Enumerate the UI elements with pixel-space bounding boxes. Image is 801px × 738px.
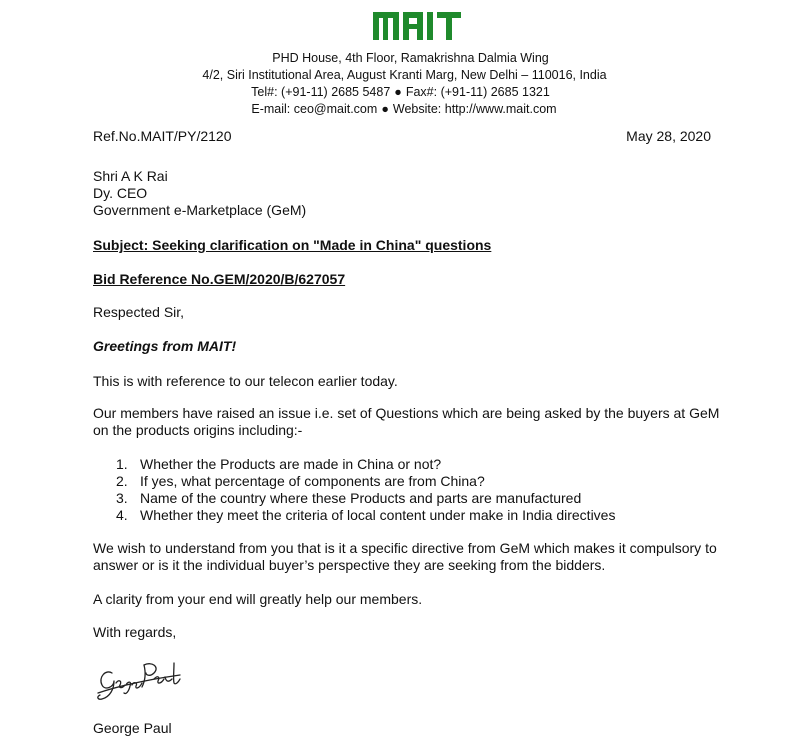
recipient-organization: Government e-Marketplace (GeM): [93, 202, 307, 218]
handwritten-signature: [92, 655, 184, 703]
paragraph-2: Our members have raised an issue i.e. set of Questions which are being asked by the buyers at GeM on the products origins including:-: [93, 405, 720, 438]
fax: Fax#: (+91-11) 2685 1321: [405, 85, 550, 99]
bullet-separator: ●: [394, 85, 402, 99]
recipient-block: [93, 168, 306, 219]
list-number: 3.: [116, 490, 128, 506]
closing: With regards,: [93, 624, 177, 640]
bullet-separator: ●: [381, 102, 389, 116]
list-number: 2.: [116, 473, 128, 489]
address-line-1: PHD House, 4th Floor, Ramakrishna Dalmia Wing: [272, 51, 549, 65]
list-item: [116, 473, 615, 490]
reference-number: Ref.No.MAIT/PY/2120: [93, 128, 232, 144]
paragraph-1: This is with reference to our telecon earlier today.: [93, 373, 398, 389]
website: Website: http://www.mait.com: [392, 102, 557, 116]
list-text: Whether they meet the criteria of local content under make in India directives: [140, 507, 616, 523]
recipient-name: Shri A K Rai: [93, 168, 168, 184]
phone-fax-line: [0, 84, 801, 101]
email-website-line: [0, 101, 801, 118]
list-number: 1.: [116, 456, 128, 472]
email: E-mail: ceo@mait.com: [251, 102, 378, 116]
letterhead-address: [0, 50, 801, 118]
questions-list: [116, 456, 615, 524]
list-item: [116, 490, 615, 507]
address-line-2: 4/2, Siri Institutional Area, August Kranti Marg, New Delhi – 110016, India: [202, 68, 607, 82]
telephone: Tel#: (+91-11) 2685 5487: [251, 85, 391, 99]
paragraph-4: A clarity from your end will greatly help our members.: [93, 591, 423, 607]
mait-logo: [371, 6, 463, 42]
list-item: [116, 456, 615, 473]
salutation: Respected Sir,: [93, 304, 185, 320]
greeting: Greetings from MAIT!: [93, 338, 237, 354]
list-text: Name of the country where these Products and parts are manufactured: [140, 490, 582, 506]
recipient-designation: Dy. CEO: [93, 185, 148, 201]
paragraph-3: We wish to understand from you that is it a specific directive from GeM which makes it compulsory to answer or is it the individual buyer’s perspective they are seeking from the bidders.: [93, 540, 717, 573]
list-item: [116, 507, 615, 524]
signer-name: George Paul: [93, 720, 172, 736]
bid-reference: Bid Reference No.GEM/2020/B/627057: [93, 271, 346, 287]
list-text: If yes, what percentage of components are from China?: [140, 473, 485, 489]
list-number: 4.: [116, 507, 128, 523]
list-text: Whether the Products are made in China or not?: [140, 456, 442, 472]
letter-date: May 28, 2020: [626, 128, 711, 144]
subject-line: Subject: Seeking clarification on "Made in China" questions: [93, 237, 492, 253]
